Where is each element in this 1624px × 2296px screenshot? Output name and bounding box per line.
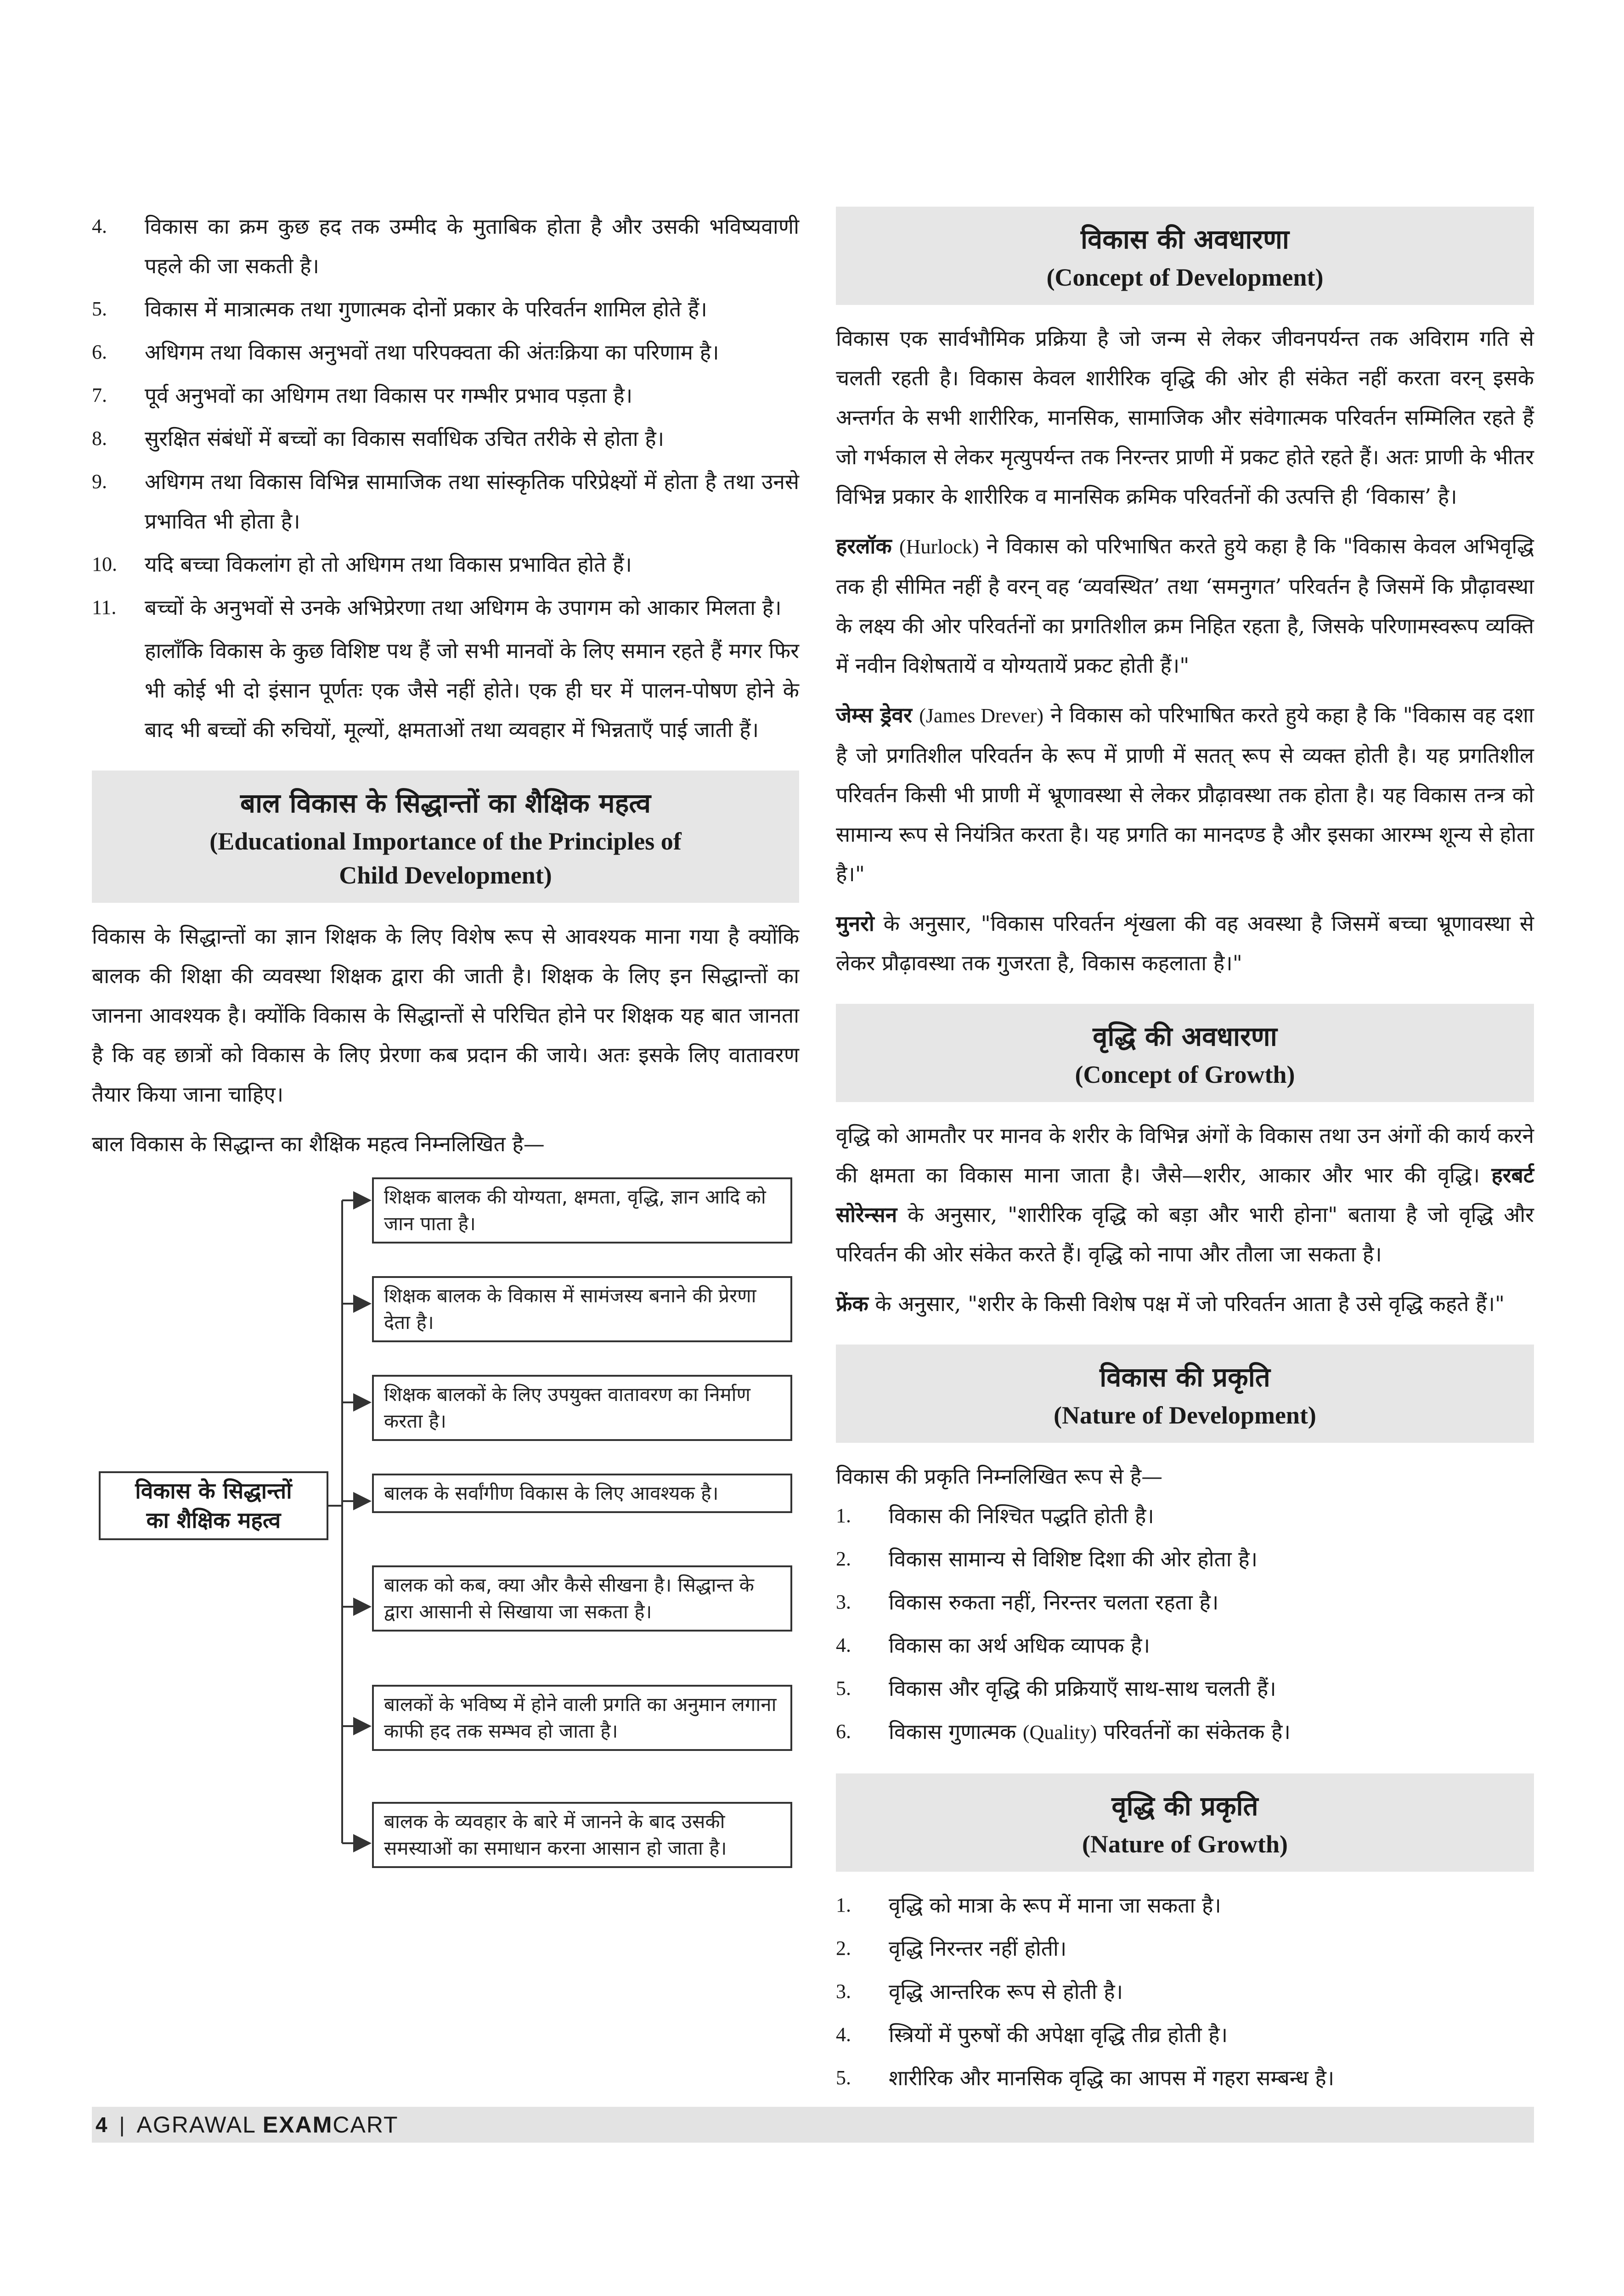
list-item: 6. विकास गुणात्मक (Quality) परिवर्तनों का संकेतक है। — [836, 1719, 1291, 1744]
list-item: 9. अधिगम तथा विकास विभिन्न सामाजिक तथा सांस्कृतिक परिप्रेक्ष्यों में होता है तथा उनसे प्रभावित भी होता है। — [92, 469, 799, 534]
list-item: 4. स्त्रियों में पुरुषों की अपेक्षा वृद्धि तीव्र होती है। — [836, 2022, 1228, 2047]
heading-english: (Concept of Growth) — [1075, 1061, 1295, 1088]
section-heading-concept-of-growth — [836, 1004, 1534, 1102]
nature-of-development-list — [836, 1496, 1534, 1752]
list-item: 5. विकास और वृद्धि की प्रक्रियाएँ साथ-साथ चलती हैं। — [836, 1676, 1276, 1701]
heading-hindi: वृद्धि की प्रकृति — [1111, 1790, 1258, 1822]
heading-english: (Concept of Development) — [1046, 264, 1324, 291]
paragraph: विकास एक सार्वभौमिक प्रक्रिया है जो जन्म से लेकर जीवनपर्यन्त तक अविराम गति से चलती रहती है। विकास केवल शारीरिक वृद्धि की ओर ही संकेत नहीं करता वरन् इसके अन्तर्गत के सभी शारीरिक, मानसिक, सामाजिक और संवेगात्मक परिवर्तन सम्मिलित रहते हैं जो गर्भकाल से लेकर मृत्युपर्यन्त तक निरन्तर प्राणी में प्रकट होते रहते हैं। अतः प्राणी के भीतर विभिन्न प्रकार के शारीरिक व मानसिक क्रमिक परिवर्तनों की उत्पत्ति ही ‘विकास’ है। — [836, 326, 1534, 509]
diagram-root-line-2: का शैक्षिक महत्व — [146, 1508, 281, 1533]
list-item: 1. वृद्धि को मात्रा के रूप में माना जा सकता है। — [836, 1893, 1221, 1918]
heading-english-line-1: (Educational Importance of the Principles of — [209, 827, 682, 855]
list-item: 4. विकास का अर्थ अधिक व्यापक है। — [836, 1633, 1150, 1658]
list-item: 1. विकास की निश्चित पद्धति होती है। — [836, 1503, 1154, 1528]
left-column — [92, 207, 799, 1949]
list-item: 2. वृद्धि निरन्तर नहीं होती। — [836, 1936, 1067, 1961]
footer-separator: | — [119, 2113, 125, 2137]
heading-hindi: बाल विकास के सिद्धान्तों का शैक्षिक महत्व — [240, 788, 651, 819]
author-name: हरलॉक — [836, 534, 892, 558]
heading-english-line-2: Child Development) — [339, 861, 552, 889]
diagram-root-box — [99, 1471, 328, 1540]
principles-list — [92, 207, 799, 627]
brand-logo: AGRAWAL EXAMCART — [136, 2112, 399, 2138]
list-item: 8. सुरक्षित संबंधों में बच्चों का विकास सर्वाधिक उचित तरीके से होता है। — [92, 426, 665, 451]
paragraph: विकास की प्रकृति निम्नलिखित रूप से है— — [836, 1464, 1163, 1489]
list-item: 7. पूर्व अनुभवों का अधिगम तथा विकास पर गम्भीर प्रभाव पड़ता है। — [92, 383, 633, 408]
section-heading-educational-importance — [92, 771, 799, 903]
section-heading-concept-of-development — [836, 207, 1534, 305]
importance-diagram — [92, 1177, 799, 1949]
paragraph-growth: वृद्धि को आमतौर पर मानव के शरीर के विभिन्न अंगों के विकास तथा उन अंगों की कार्य करने की क्षमता का विकास माना जाता है। जैसे—शरीर, आकार और भार की वृद्धि। हरबर्ट सोरेन्सन के अनुसार, "शारीरिक वृद्धि को बड़ा और भारी होना" बताया है जो वृद्धि और परिवर्तन की ओर संकेत करते हैं। वृद्धि को नापा और तौला जा सकता है। — [836, 1123, 1534, 1266]
diagram-leaf-box: शिक्षक बालकों के लिए उपयुक्त वातावरण का निर्माण करता है। — [372, 1375, 792, 1441]
diagram-leaf-box: शिक्षक बालक की योग्यता, क्षमता, वृद्धि, ज्ञान आदि को जान पाता है। — [372, 1177, 792, 1244]
diagram-leaf-box: शिक्षक बालक के विकास में सामंजस्य बनाने की प्रेरणा देता है। — [372, 1276, 792, 1342]
diagram-leaf-box: बालकों के भविष्य में होने वाली प्रगति का अनुमान लगाना काफी हद तक सम्भव हो जाता है। — [372, 1685, 792, 1751]
list-item: 6. अधिगम तथा विकास अनुभवों तथा परिपक्वता की अंतःक्रिया का परिणाम है। — [92, 340, 719, 365]
right-column — [836, 207, 1534, 2101]
list-item: 5. विकास में मात्रात्मक तथा गुणात्मक दोनों प्रकार के परिवर्तन शामिल होते हैं। — [92, 297, 707, 321]
section-heading-nature-of-development — [836, 1345, 1534, 1443]
list-item: 3. वृद्धि आन्तरिक रूप से होती है। — [836, 1979, 1123, 2004]
author-name: हरबर्ट सोरेन्सन — [836, 1163, 1534, 1227]
heading-hindi: विकास की प्रकृति — [1100, 1362, 1270, 1393]
paragraph-hurlock: हरलॉक (Hurlock) ने विकास को परिभाषित करते हुये कहा है कि "विकास केवल अभिवृद्धि तक ही सीमित नहीं है वरन् वह ‘व्यवस्थित’ तथा ‘समनुगत’ परिवर्तन है जिसमें कि प्रौढ़ावस्था के लक्ष्य की ओर परिवर्तनों का प्रगतिशील क्रम निहित रहता है, जिसके परिणामस्वरूप व्यक्ति में नवीन विशेषतायें व योग्यतायें प्रकट होती हैं।" — [836, 534, 1534, 678]
list-item: 10. यदि बच्चा विकलांग हो तो अधिगम तथा विकास प्रभावित होते हैं। — [92, 552, 632, 577]
list-item: 2. विकास सामान्य से विशिष्ट दिशा की ओर होता है। — [836, 1547, 1258, 1571]
list-item: 5. शारीरिक और मानसिक वृद्धि का आपस में गहरा सम्बन्ध है। — [836, 2065, 1335, 2090]
diagram-leaf-box: बालक को कब, क्या और कैसे सीखना है। सिद्धान्त के द्वारा आसानी से सिखाया जा सकता है। — [372, 1565, 792, 1632]
nature-of-growth-list — [836, 1885, 1534, 2098]
diagram-root-line-1: विकास के सिद्धान्तों — [135, 1478, 292, 1504]
author-name: जेम्स ड्रेवर — [836, 703, 912, 727]
author-name: फ्रेंक — [836, 1291, 868, 1316]
list-item: 11. बच्चों के अनुभवों से उनके अभिप्रेरणा तथा अधिगम के उपागम को आकार मिलता है। — [92, 595, 782, 620]
heading-english: (Nature of Development) — [1054, 1401, 1316, 1429]
page-footer — [92, 2107, 1534, 2143]
section-heading-nature-of-growth — [836, 1773, 1534, 1872]
diagram-leaf-box: बालक के व्यवहार के बारे में जानने के बाद उसकी समस्याओं का समाधान करना आसान हो जाता है। — [372, 1802, 792, 1868]
heading-hindi: विकास की अवधारणा — [1081, 224, 1289, 255]
paragraph-frank: फ्रेंक के अनुसार, "शरीर के किसी विशेष पक्ष में जो परिवर्तन आता है उसे वृद्धि कहते हैं।" — [836, 1291, 1505, 1316]
paragraph: बाल विकास के सिद्धान्त का शैक्षिक महत्व निम्नलिखित है— — [92, 1131, 545, 1156]
list-item: 3. विकास रुकता नहीं, निरन्तर चलता रहता है। — [836, 1590, 1219, 1615]
paragraph: विकास के सिद्धान्तों का ज्ञान शिक्षक के लिए विशेष रूप से आवश्यक माना गया है क्योंकि बालक की शिक्षा की व्यवस्था शिक्षक द्वारा की जाती है। शिक्षक के लिए इन सिद्धान्तों का जानना आवश्यक है। क्योंकि विकास के सिद्धान्तों से परिचित होने पर शिक्षक यह बात जानता है कि वह छात्रों को विकास के लिए प्रेरणा कब प्रदान की जाये। अतः इसके लिए वातावरण तैयार किया जाना चाहिए। — [92, 924, 799, 1107]
list-item: 4. विकास का क्रम कुछ हद तक उम्मीद के मुताबिक होता है और उसकी भविष्यवाणी पहले की जा सकती है। — [92, 214, 799, 278]
paragraph-munro: मुनरो के अनुसार, "विकास परिवर्तन शृंखला की वह अवस्था है जिसमें बच्चा भ्रूणावस्था से लेकर प्रौढ़ावस्था तक गुजरता है, विकास कहलाता है।" — [836, 911, 1534, 975]
diagram-leaf-box: बालक के सर्वांगीण विकास के लिए आवश्यक है। — [372, 1474, 792, 1513]
note-paragraph: हालाँकि विकास के कुछ विशिष्ट पथ हैं जो सभी मानवों के लिए समान रहते हैं मगर फिर भी कोई भी दो इंसान पूर्णतः एक जैसे नहीं होते। एक ही घर में पालन-पोषण होने के बाद भी बच्चों की रुचियों, मूल्यों, क्षमताओं तथा व्यवहार में भिन्नताएँ पाई जाती हैं। — [145, 638, 799, 742]
heading-hindi: वृद्धि की अवधारणा — [1093, 1021, 1277, 1052]
author-name: मुनरो — [836, 911, 874, 936]
page-number: 4 — [96, 2113, 107, 2137]
paragraph-james-drever: जेम्स ड्रेवर (James Drever) ने विकास को परिभाषित करते हुये कहा है कि "विकास वह दशा है जो प्रगतिशील परिवर्तन के रूप में प्राणी में सतत् रूप से व्यक्त होती है। यह प्रगतिशील परिवर्तन किसी भी प्राणी में भ्रूणावस्था से लेकर प्रौढ़ावस्था तक होता है। यह विकास तन्त्र को सामान्य रूप से नियंत्रित करता है। यह प्रगति का मानदण्ड है और इसका आरम्भ शून्य से होता है।" — [836, 703, 1534, 886]
heading-english: (Nature of Growth) — [1082, 1830, 1288, 1858]
